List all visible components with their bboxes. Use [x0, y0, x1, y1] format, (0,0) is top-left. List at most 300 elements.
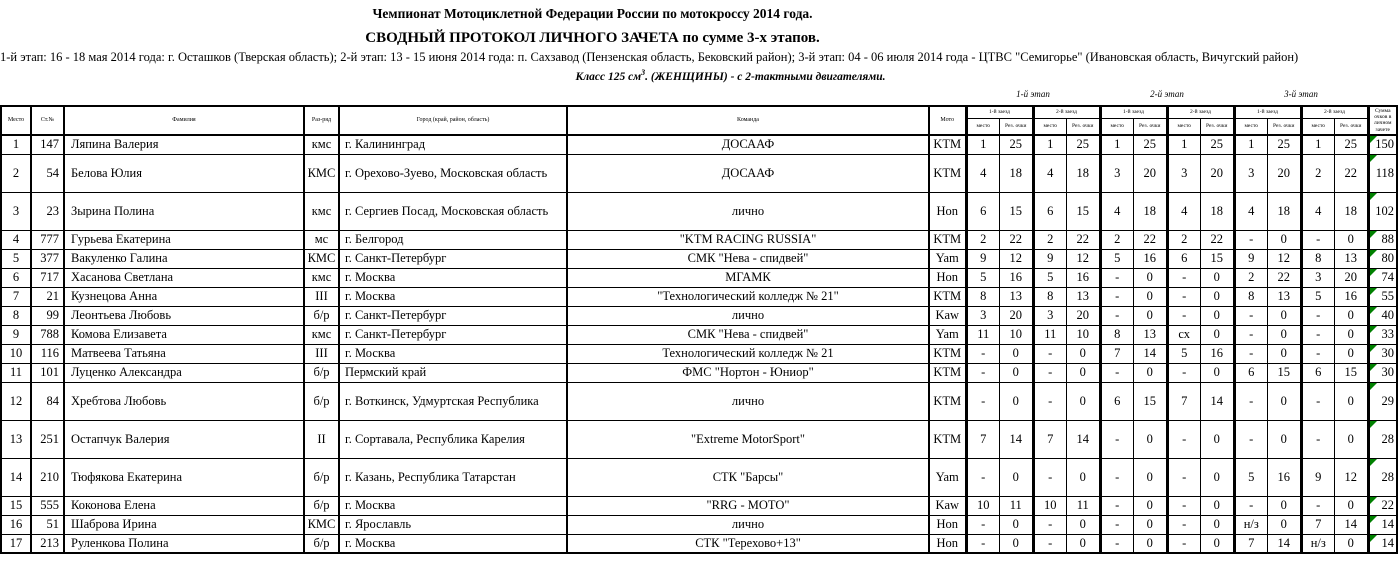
cell-race-place: - [1234, 344, 1268, 363]
cell-race-place: 3 [966, 306, 1000, 325]
cell-race-points: 12 [1268, 249, 1302, 268]
table-row [1, 230, 1397, 249]
cell-race-place: - [1167, 534, 1201, 553]
cell-team: Технологический колледж № 21 [567, 344, 929, 363]
total-points-value: 118 [1375, 165, 1394, 180]
total-points-value: 55 [1381, 289, 1394, 304]
cell-comment-marker-icon [1370, 383, 1377, 390]
cell-city: г. Санкт-Петербург [339, 325, 567, 344]
cell-race-points: 13 [1335, 249, 1369, 268]
cell-comment-marker-icon [1370, 497, 1377, 504]
cell-race-place: - [966, 382, 1000, 420]
cell-race-place: 2 [1167, 230, 1201, 249]
total-points-value: 74 [1381, 270, 1394, 285]
cell-race-points: 25 [1134, 135, 1168, 154]
col-header-grade: Раз-ряд [304, 106, 339, 135]
cell-total-points [1368, 306, 1397, 325]
table-row [1, 192, 1397, 230]
cell-race-points: 0 [1268, 420, 1302, 458]
cell-race-points: 18 [1067, 154, 1101, 192]
subcol-points: Рез. очки [1000, 118, 1034, 135]
cell-start-number: 99 [31, 306, 64, 325]
cell-race-points: 25 [1335, 135, 1369, 154]
cell-race-points: 20 [1201, 154, 1235, 192]
table-row [1, 135, 1397, 154]
cell-team: лично [567, 192, 929, 230]
cell-final-place: 1 [1, 135, 31, 154]
cell-race-place: 2 [1234, 268, 1268, 287]
cell-grade: б/р [304, 363, 339, 382]
cell-final-place: 2 [1, 154, 31, 192]
cell-race-place: 5 [966, 268, 1000, 287]
cell-race-place: 8 [966, 287, 1000, 306]
cell-moto-brand: Yam [929, 325, 966, 344]
cell-race-points: 0 [1335, 420, 1369, 458]
cell-race-place: 5 [1167, 344, 1201, 363]
cell-race-points: 0 [1067, 344, 1101, 363]
cell-start-number: 210 [31, 458, 64, 496]
cell-race-points: 0 [1201, 268, 1235, 287]
cell-start-number: 21 [31, 287, 64, 306]
cell-rider-name: Остапчук Валерия [64, 420, 304, 458]
cell-race-place: 4 [1301, 192, 1335, 230]
cell-race-place: - [1167, 306, 1201, 325]
cell-team: ФМС "Нортон - Юниор" [567, 363, 929, 382]
cell-race-points: 0 [1134, 287, 1168, 306]
cell-race-points: 0 [1335, 306, 1369, 325]
cell-team: "Технологический колледж № 21" [567, 287, 929, 306]
cell-race-points: 16 [1134, 249, 1168, 268]
cell-race-points: 0 [1134, 496, 1168, 515]
subcol-points: Рез. очки [1201, 118, 1235, 135]
results-table [0, 105, 1398, 554]
cell-race-place: 4 [1033, 154, 1067, 192]
col-header-total: Сумма очков в личном зачете [1368, 106, 1397, 135]
cell-team: лично [567, 306, 929, 325]
table-row [1, 534, 1397, 553]
cell-city: г. Сортавала, Республика Карелия [339, 420, 567, 458]
stage-labels-spacer [0, 89, 966, 99]
cell-race-place: 6 [1167, 249, 1201, 268]
cell-city: г. Белгород [339, 230, 567, 249]
col-header-stage3-race2: 2-й заезд [1301, 106, 1368, 118]
col-header-moto: Мото [929, 106, 966, 135]
cell-city: г. Калининград [339, 135, 567, 154]
cell-rider-name: Леонтьева Любовь [64, 306, 304, 325]
cell-race-points: 18 [1000, 154, 1034, 192]
cell-race-points: 15 [1134, 382, 1168, 420]
cell-moto-brand: Kaw [929, 306, 966, 325]
cell-race-points: 25 [1201, 135, 1235, 154]
cell-race-points: 25 [1067, 135, 1101, 154]
cell-race-place: - [1033, 382, 1067, 420]
total-points-value: 28 [1381, 431, 1394, 446]
cell-rider-name: Комова Елизавета [64, 325, 304, 344]
cell-race-place: 9 [1033, 249, 1067, 268]
cell-moto-brand: Kaw [929, 496, 966, 515]
titles-block [0, 0, 1185, 47]
cell-race-points: 15 [1000, 192, 1034, 230]
cell-start-number: 54 [31, 154, 64, 192]
cell-race-points: 18 [1268, 192, 1302, 230]
cell-team: ДОСААФ [567, 154, 929, 192]
cell-final-place: 5 [1, 249, 31, 268]
cell-grade: КМС [304, 154, 339, 192]
cell-race-points: 22 [1201, 230, 1235, 249]
cell-race-points: 18 [1201, 192, 1235, 230]
cell-race-place: 9 [1234, 249, 1268, 268]
col-header-stage1-race1: 1-й заезд [966, 106, 1033, 118]
cell-race-place: 9 [1301, 458, 1335, 496]
cell-comment-marker-icon [1370, 459, 1377, 466]
cell-rider-name: Вакуленко Галина [64, 249, 304, 268]
cell-race-place: - [1033, 534, 1067, 553]
cell-start-number: 555 [31, 496, 64, 515]
stage-2-label: 2-й этап [1150, 88, 1184, 99]
cell-moto-brand: KTM [929, 154, 966, 192]
cell-race-place: - [1167, 420, 1201, 458]
cell-race-place: - [1234, 420, 1268, 458]
col-header-stage1-race2: 2-й заезд [1033, 106, 1100, 118]
cell-comment-marker-icon [1370, 364, 1377, 371]
cell-rider-name: Белова Юлия [64, 154, 304, 192]
cell-team: СТК "Терехово+13" [567, 534, 929, 553]
cell-start-number: 101 [31, 363, 64, 382]
total-points-value: 28 [1381, 469, 1394, 484]
cell-race-place: - [1167, 268, 1201, 287]
cell-race-points: 0 [1134, 306, 1168, 325]
table-row [1, 249, 1397, 268]
cell-race-place: 2 [966, 230, 1000, 249]
cell-race-points: 0 [1268, 515, 1302, 534]
cell-grade: б/р [304, 496, 339, 515]
cell-rider-name: Тюфякова Екатерина [64, 458, 304, 496]
cell-race-place: 5 [1100, 249, 1134, 268]
cell-rider-name: Коконова Елена [64, 496, 304, 515]
cell-moto-brand: KTM [929, 287, 966, 306]
total-points-value: 33 [1381, 327, 1394, 342]
cell-race-place: 1 [966, 135, 1000, 154]
cell-race-points: 22 [1335, 154, 1369, 192]
cell-city: г. Москва [339, 268, 567, 287]
cell-race-place: - [1167, 496, 1201, 515]
cell-city: г. Москва [339, 344, 567, 363]
cell-race-points: 13 [1000, 287, 1034, 306]
cell-total-points [1368, 287, 1397, 306]
cell-race-place: н/з [1234, 515, 1268, 534]
col-header-stage2-race2: 2-й заезд [1167, 106, 1234, 118]
cell-race-points: 20 [1134, 154, 1168, 192]
results-tbody [1, 135, 1397, 553]
cell-race-points: 0 [1000, 515, 1034, 534]
cell-race-points: 0 [1201, 420, 1235, 458]
cell-race-points: 11 [1067, 496, 1101, 515]
stage-labels-row [0, 89, 1399, 99]
total-points-value: 14 [1381, 535, 1394, 550]
cell-race-points: 13 [1067, 287, 1101, 306]
cell-total-points [1368, 344, 1397, 363]
cell-race-points: 0 [1067, 515, 1101, 534]
cell-race-place: - [1033, 458, 1067, 496]
cell-start-number: 23 [31, 192, 64, 230]
cell-race-points: 16 [1067, 268, 1101, 287]
cell-race-place: - [1301, 420, 1335, 458]
cell-race-place: 11 [966, 325, 1000, 344]
cell-total-points [1368, 135, 1397, 154]
cell-total-points [1368, 420, 1397, 458]
cell-team: лично [567, 515, 929, 534]
cell-race-place: - [1033, 344, 1067, 363]
stage-3-label: 3-й этап [1284, 88, 1318, 99]
cell-race-points: 0 [1268, 496, 1302, 515]
cell-race-points: 25 [1000, 135, 1034, 154]
col-header-stage3-race1: 1-й заезд [1234, 106, 1301, 118]
cell-race-place: 10 [966, 496, 1000, 515]
cell-moto-brand: KTM [929, 135, 966, 154]
cell-race-place: 3 [1100, 154, 1134, 192]
cell-race-points: 12 [1067, 249, 1101, 268]
table-row [1, 496, 1397, 515]
cell-race-points: 18 [1134, 192, 1168, 230]
subcol-place: место [966, 118, 1000, 135]
cell-final-place: 9 [1, 325, 31, 344]
cell-rider-name: Зырина Полина [64, 192, 304, 230]
cell-race-points: 0 [1268, 382, 1302, 420]
cell-city: г. Санкт-Петербург [339, 306, 567, 325]
total-points-value: 14 [1381, 517, 1394, 532]
cell-moto-brand: Hon [929, 268, 966, 287]
cell-total-points [1368, 154, 1397, 192]
cell-team: СТК "Барсы" [567, 458, 929, 496]
cell-total-points [1368, 458, 1397, 496]
cell-race-points: 14 [1268, 534, 1302, 553]
subcol-points: Рез. очки [1268, 118, 1302, 135]
total-points-value: 40 [1381, 308, 1394, 323]
cell-race-place: - [1234, 325, 1268, 344]
cell-total-points [1368, 249, 1397, 268]
cell-start-number: 147 [31, 135, 64, 154]
cell-grade: III [304, 287, 339, 306]
cell-comment-marker-icon [1370, 535, 1377, 542]
cell-race-place: - [966, 534, 1000, 553]
cell-race-place: - [1100, 363, 1134, 382]
cell-start-number: 116 [31, 344, 64, 363]
cell-rider-name: Шаброва Ирина [64, 515, 304, 534]
cell-start-number: 51 [31, 515, 64, 534]
cell-rider-name: Кузнецова Анна [64, 287, 304, 306]
cell-rider-name: Матвеева Татьяна [64, 344, 304, 363]
cell-total-points [1368, 534, 1397, 553]
cell-race-points: 14 [1134, 344, 1168, 363]
cell-race-place: 2 [1100, 230, 1134, 249]
subcol-points: Рез. очки [1134, 118, 1168, 135]
cell-final-place: 3 [1, 192, 31, 230]
cell-race-place: 7 [1033, 420, 1067, 458]
protocol-title: СВОДНЫЙ ПРОТОКОЛ ЛИЧНОГО ЗАЧЕТА по сумме 3-х этапов. [365, 30, 820, 46]
cell-grade: III [304, 344, 339, 363]
cell-rider-name: Хребтова Любовь [64, 382, 304, 420]
cell-race-points: 16 [1335, 287, 1369, 306]
cell-race-place: 6 [1301, 363, 1335, 382]
col-header-stage2-race1: 1-й заезд [1100, 106, 1167, 118]
cell-race-points: 20 [1067, 306, 1101, 325]
cell-final-place: 15 [1, 496, 31, 515]
cell-grade: КМС [304, 249, 339, 268]
cell-race-points: 0 [1268, 306, 1302, 325]
subcol-place: место [1100, 118, 1134, 135]
cell-race-points: 0 [1134, 515, 1168, 534]
cell-race-place: - [1301, 382, 1335, 420]
cell-race-place: - [1301, 344, 1335, 363]
cell-race-points: 22 [1000, 230, 1034, 249]
cell-race-place: 1 [1033, 135, 1067, 154]
cell-race-place: - [966, 344, 1000, 363]
cell-race-place: 6 [1100, 382, 1134, 420]
header-row-groups [1, 106, 1397, 118]
table-row [1, 287, 1397, 306]
cell-race-place: сх [1167, 325, 1201, 344]
cell-race-place: 5 [1234, 458, 1268, 496]
cell-race-place: 8 [1301, 249, 1335, 268]
cell-city: г. Москва [339, 496, 567, 515]
cell-race-place: 8 [1100, 325, 1134, 344]
cell-total-points [1368, 325, 1397, 344]
cell-comment-marker-icon [1370, 326, 1377, 333]
cell-race-points: 0 [1335, 382, 1369, 420]
cell-grade: кмс [304, 325, 339, 344]
cell-race-place: - [1100, 496, 1134, 515]
cell-race-points: 0 [1201, 325, 1235, 344]
cell-race-place: 7 [1301, 515, 1335, 534]
table-row [1, 420, 1397, 458]
cell-total-points [1368, 496, 1397, 515]
table-row [1, 458, 1397, 496]
cell-race-place: 1 [1301, 135, 1335, 154]
cell-race-place: 2 [1033, 230, 1067, 249]
cell-race-points: 22 [1134, 230, 1168, 249]
cell-team: "KTM RACING RUSSIA" [567, 230, 929, 249]
cell-rider-name: Хасанова Светлана [64, 268, 304, 287]
subcol-place: место [1033, 118, 1067, 135]
cell-rider-name: Руленкова Полина [64, 534, 304, 553]
cell-moto-brand: Hon [929, 192, 966, 230]
cell-race-place: - [966, 363, 1000, 382]
cell-race-place: 8 [1234, 287, 1268, 306]
cell-race-points: 16 [1000, 268, 1034, 287]
cell-race-place: - [1167, 458, 1201, 496]
cell-race-points: 14 [1201, 382, 1235, 420]
cell-race-place: - [1100, 268, 1134, 287]
cell-race-place: - [1167, 287, 1201, 306]
table-row [1, 363, 1397, 382]
cell-moto-brand: KTM [929, 363, 966, 382]
cell-moto-brand: Hon [929, 534, 966, 553]
subcol-place: место [1167, 118, 1201, 135]
cell-rider-name: Гурьева Екатерина [64, 230, 304, 249]
cell-race-place: 6 [1033, 192, 1067, 230]
cell-race-place: 3 [1033, 306, 1067, 325]
col-header-name: Фамилия [64, 106, 304, 135]
cell-race-points: 0 [1268, 230, 1302, 249]
cell-race-place: - [1234, 496, 1268, 515]
cell-race-place: 7 [966, 420, 1000, 458]
cell-race-points: 0 [1000, 363, 1034, 382]
cell-race-points: 15 [1067, 192, 1101, 230]
cell-comment-marker-icon [1370, 269, 1377, 276]
cell-race-points: 0 [1201, 458, 1235, 496]
cell-race-points: 0 [1067, 382, 1101, 420]
table-row [1, 515, 1397, 534]
cell-final-place: 12 [1, 382, 31, 420]
cell-grade: б/р [304, 382, 339, 420]
cell-team: "RRG - МОТО" [567, 496, 929, 515]
total-points-value: 30 [1381, 365, 1394, 380]
stage-1-label: 1-й этап [1016, 88, 1050, 99]
cell-race-points: 0 [1067, 534, 1101, 553]
table-row [1, 382, 1397, 420]
class-title-suffix: . (ЖЕНЩИНЫ) - с 2-тактными двигателями. [645, 70, 886, 83]
cell-grade: мс [304, 230, 339, 249]
subcol-points: Рез. очки [1335, 118, 1369, 135]
cell-comment-marker-icon [1370, 231, 1377, 238]
cell-race-place: 5 [1301, 287, 1335, 306]
cell-start-number: 84 [31, 382, 64, 420]
cell-race-points: 14 [1335, 515, 1369, 534]
cell-city: г. Москва [339, 287, 567, 306]
cell-race-points: 20 [1000, 306, 1034, 325]
cell-city: г. Санкт-Петербург [339, 249, 567, 268]
cell-race-place: 7 [1234, 534, 1268, 553]
total-points-value: 29 [1381, 393, 1394, 408]
cell-team: СМК "Нева - спидвей" [567, 325, 929, 344]
cell-moto-brand: KTM [929, 344, 966, 363]
cell-race-points: 14 [1067, 420, 1101, 458]
subcol-place: место [1234, 118, 1268, 135]
document-header [0, 0, 1399, 83]
cell-rider-name: Ляпина Валерия [64, 135, 304, 154]
total-points-value: 30 [1381, 346, 1394, 361]
cell-race-points: 0 [1134, 458, 1168, 496]
cell-race-points: 0 [1335, 534, 1369, 553]
cell-race-points: 0 [1067, 458, 1101, 496]
cell-race-points: 0 [1268, 344, 1302, 363]
cell-race-points: 0 [1000, 458, 1034, 496]
cell-start-number: 213 [31, 534, 64, 553]
cell-team: СМК "Нева - спидвей" [567, 249, 929, 268]
cell-comment-marker-icon [1370, 345, 1377, 352]
cell-grade: кмс [304, 268, 339, 287]
cell-moto-brand: KTM [929, 382, 966, 420]
cell-comment-marker-icon [1370, 155, 1377, 162]
cell-race-place: 4 [1167, 192, 1201, 230]
cell-race-place: 4 [1234, 192, 1268, 230]
cell-race-place: 3 [1301, 268, 1335, 287]
cell-team: МГАМК [567, 268, 929, 287]
cell-race-place: 8 [1033, 287, 1067, 306]
cell-grade: кмс [304, 135, 339, 154]
cell-grade: б/р [304, 458, 339, 496]
cell-race-place: - [1100, 287, 1134, 306]
cell-race-place: - [1100, 534, 1134, 553]
cell-race-points: 25 [1268, 135, 1302, 154]
cell-start-number: 251 [31, 420, 64, 458]
total-points-value: 80 [1381, 251, 1394, 266]
cell-race-points: 15 [1335, 363, 1369, 382]
cell-moto-brand: KTM [929, 230, 966, 249]
cell-final-place: 7 [1, 287, 31, 306]
subcol-points: Рез. очки [1067, 118, 1101, 135]
cell-race-place: - [966, 458, 1000, 496]
